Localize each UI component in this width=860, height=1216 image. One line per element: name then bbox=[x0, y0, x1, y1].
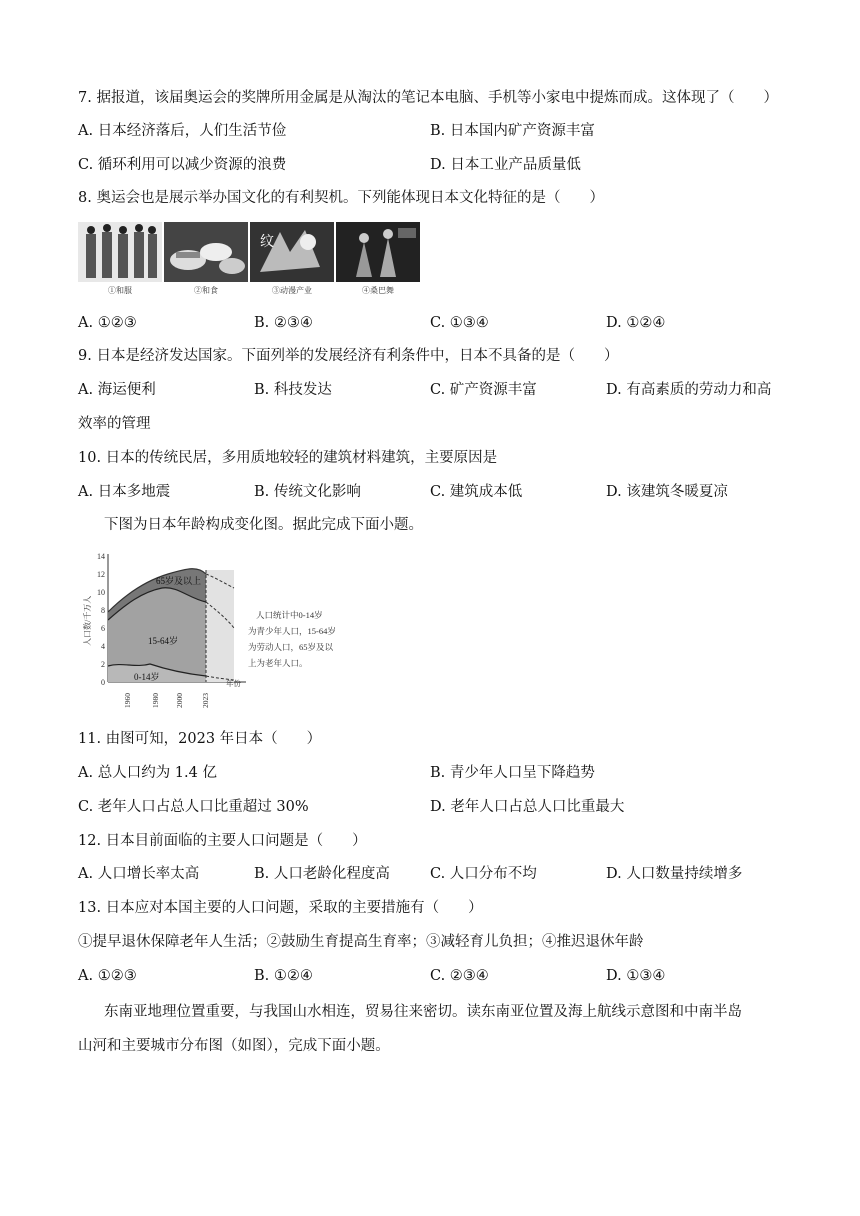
ytick-8: 8 bbox=[101, 606, 105, 615]
chart-note-line4: 上为老年人口。 bbox=[248, 658, 308, 668]
q11-option-a: A. 总人口约为 1.4 亿 bbox=[78, 765, 217, 781]
q13-option-d: D. ①③④ bbox=[606, 968, 666, 984]
q9-option-a: A. 海运便利 bbox=[78, 382, 156, 398]
q13-option-a: A. ①②③ bbox=[78, 968, 137, 984]
sea-intro-line1: 东南亚地理位置重要，与我国山水相连，贸易往来密切。读东南亚位置及海上航线示意图和中南半岛 bbox=[104, 1004, 742, 1020]
xtick-2000: 2000 bbox=[175, 693, 184, 708]
ytick-14: 14 bbox=[97, 552, 105, 561]
caption-2: ②和食 bbox=[194, 286, 218, 295]
svg-text:纹: 纹 bbox=[260, 234, 274, 250]
q7-stem: 7. 据报道，该届奥运会的奖牌所用金属是从淘汰的笔记本电脑、手机等小家电中提炼而成。这体现了（ ） bbox=[78, 90, 778, 106]
anime-photo bbox=[250, 222, 334, 282]
q13-option-b: B. ①②④ bbox=[254, 968, 313, 984]
q8-stem: 8. 奥运会也是展示举办国文化的有利契机。下列能体现日本文化特征的是（ ） bbox=[78, 190, 604, 206]
washoku-photo bbox=[164, 222, 248, 282]
xtick-2023: 2023 bbox=[201, 693, 210, 708]
caption-3: ③动漫产业 bbox=[272, 286, 312, 295]
q10-option-a: A. 日本多地震 bbox=[78, 484, 171, 500]
q9-option-d-cont: 效率的管理 bbox=[78, 416, 151, 432]
kimono-photo bbox=[78, 222, 162, 282]
caption-1: ①和服 bbox=[108, 286, 132, 295]
q11-option-d: D. 老年人口占总人口比重最大 bbox=[430, 799, 625, 815]
ytick-0: 0 bbox=[101, 678, 105, 687]
chart-note-line2: 为青少年人口，15-64岁 bbox=[248, 626, 336, 636]
y-axis-label: 人口数/千万人 bbox=[83, 595, 92, 646]
label-15-64: 15-64岁 bbox=[148, 636, 178, 646]
q9-option-b: B. 科技发达 bbox=[254, 382, 332, 398]
projection-region bbox=[206, 570, 234, 682]
x-axis-label: 年份 bbox=[226, 679, 241, 688]
age-structure-chart bbox=[78, 548, 378, 720]
q8-option-d: D. ①②④ bbox=[606, 315, 666, 331]
q9-stem: 9. 日本是经济发达国家。下面列举的发展经济有利条件中，日本不具备的是（ ） bbox=[78, 348, 619, 364]
xtick-1980: 1980 bbox=[151, 693, 160, 708]
q10-stem: 10. 日本的传统民居，多用质地较轻的建筑材料建筑，主要原因是 bbox=[78, 450, 498, 466]
chart-intro: 下图为日本年龄构成变化图。据此完成下面小题。 bbox=[104, 517, 423, 533]
q8-option-b: B. ②③④ bbox=[254, 315, 313, 331]
q13-items: ①提早退休保障老年人生活；②鼓励生育提高生育率；③减轻育儿负担；④推迟退休年龄 bbox=[78, 934, 644, 950]
q13-stem: 13. 日本应对本国主要的人口问题，采取的主要措施有（ ） bbox=[78, 900, 483, 916]
q12-option-b: B. 人口老龄化程度高 bbox=[254, 866, 390, 882]
q10-option-d: D. 该建筑冬暖夏凉 bbox=[606, 484, 728, 500]
q12-stem: 12. 日本目前面临的主要人口问题是（ ） bbox=[78, 833, 367, 849]
ytick-10: 10 bbox=[97, 588, 105, 597]
ytick-4: 4 bbox=[101, 642, 105, 651]
q10-option-c: C. 建筑成本低 bbox=[430, 484, 523, 500]
q8-option-a: A. ①②③ bbox=[78, 315, 137, 331]
q7-option-b: B. 日本国内矿产资源丰富 bbox=[430, 123, 595, 139]
samba-photo bbox=[336, 222, 420, 282]
ytick-12: 12 bbox=[97, 570, 105, 579]
q11-stem: 11. 由图可知，2023 年日本（ ） bbox=[78, 731, 322, 747]
culture-image-strip bbox=[78, 222, 422, 298]
q12-option-a: A. 人口增长率太高 bbox=[78, 866, 200, 882]
q12-option-d: D. 人口数量持续增多 bbox=[606, 866, 743, 882]
q11-option-b: B. 青少年人口呈下降趋势 bbox=[430, 765, 595, 781]
q13-option-c: C. ②③④ bbox=[430, 968, 489, 984]
q11-option-c: C. 老年人口占总人口比重超过 30% bbox=[78, 799, 309, 815]
q9-option-c: C. 矿产资源丰富 bbox=[430, 382, 537, 398]
xtick-1960: 1960 bbox=[123, 693, 132, 708]
chart-note-line1: 人口统计中0-14岁 bbox=[256, 610, 323, 620]
ytick-2: 2 bbox=[101, 660, 105, 669]
q10-option-b: B. 传统文化影响 bbox=[254, 484, 361, 500]
q7-option-d: D. 日本工业产品质量低 bbox=[430, 157, 581, 173]
ytick-6: 6 bbox=[101, 624, 105, 633]
label-0-14: 0-14岁 bbox=[134, 672, 160, 682]
sea-intro-line2: 山河和主要城市分布图（如图），完成下面小题。 bbox=[78, 1038, 390, 1054]
caption-4: ④桑巴舞 bbox=[362, 286, 394, 295]
q8-option-c: C. ①③④ bbox=[430, 315, 489, 331]
q9-option-d: D. 有高素质的劳动力和高 bbox=[606, 382, 772, 398]
chart-note-line3: 为劳动人口，65岁及以 bbox=[248, 642, 334, 652]
q7-option-c: C. 循环利用可以减少资源的浪费 bbox=[78, 157, 287, 173]
label-65plus: 65岁及以上 bbox=[156, 576, 202, 586]
q7-option-a: A. 日本经济落后，人们生活节俭 bbox=[78, 123, 287, 139]
q12-option-c: C. 人口分布不均 bbox=[430, 866, 537, 882]
